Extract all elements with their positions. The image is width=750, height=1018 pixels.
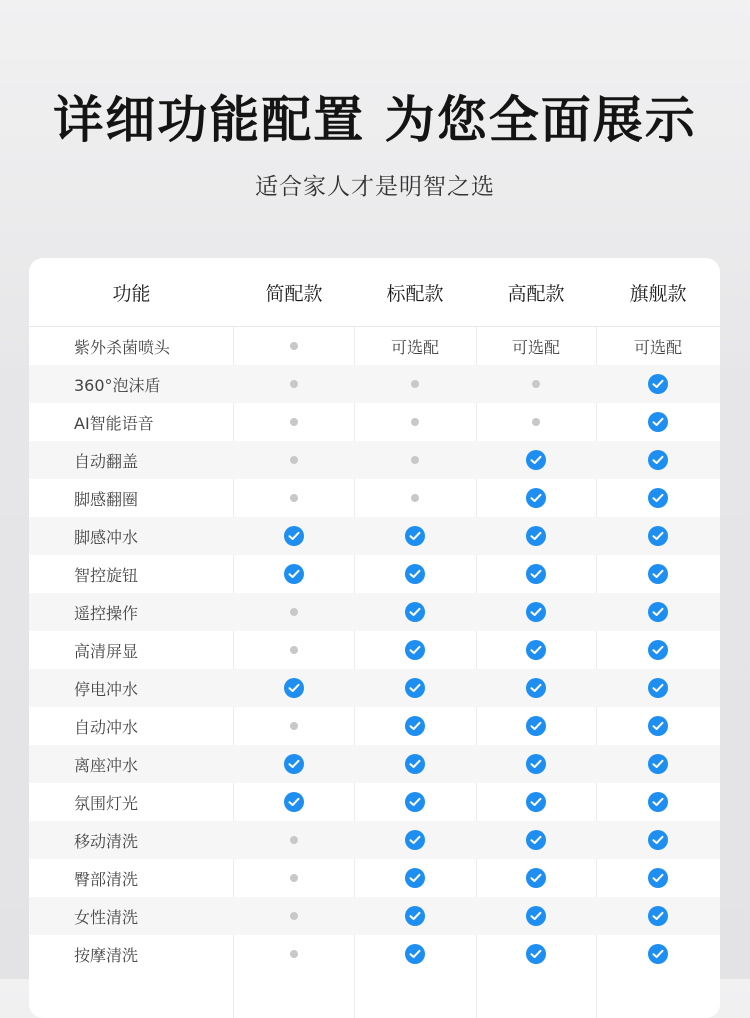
feature-label: 按摩清洗 <box>74 945 139 965</box>
checkmark-circle-icon <box>405 792 425 812</box>
cell-flagship-included <box>596 707 720 745</box>
cell-standard-included <box>354 935 476 973</box>
page-title: 详细功能配置 为您全面展示 <box>53 91 697 149</box>
checkmark-circle-icon <box>648 526 668 546</box>
checkmark-circle-icon <box>648 868 668 888</box>
feature-label: 氛围灯光 <box>74 793 139 813</box>
column-header-basic: 简配款 <box>265 282 323 305</box>
cell-basic-not-included <box>234 631 354 669</box>
checkmark-circle-icon <box>648 640 668 660</box>
cell-flagship-included <box>596 745 720 783</box>
cell-basic-not-included <box>234 821 354 859</box>
table-row <box>29 745 720 783</box>
cell-standard-not-included <box>354 403 476 441</box>
checkmark-circle-icon <box>648 906 668 926</box>
cell-standard-not-included <box>354 479 476 517</box>
cell-basic-not-included <box>234 935 354 973</box>
table-row <box>29 859 720 897</box>
column-header-standard: 标配款 <box>386 282 444 305</box>
dot-icon <box>290 912 298 920</box>
checkmark-circle-icon <box>648 564 668 584</box>
cell-premium-included <box>476 821 596 859</box>
checkmark-circle-icon <box>405 716 425 736</box>
checkmark-circle-icon <box>648 412 668 432</box>
cell-standard-optional: 可选配 <box>390 337 439 357</box>
table-row <box>29 707 720 745</box>
dot-icon <box>290 456 298 464</box>
column-header-premium: 高配款 <box>507 282 565 305</box>
checkmark-circle-icon <box>648 602 668 622</box>
checkmark-circle-icon <box>526 640 546 660</box>
feature-label: 紫外杀菌喷头 <box>74 337 171 357</box>
cell-basic-included <box>234 669 354 707</box>
page-subtitle: 适合家人才是明智之选 <box>255 174 495 200</box>
cell-premium-included <box>476 745 596 783</box>
cell-flagship-included <box>596 859 720 897</box>
feature-label: AI智能语音 <box>74 413 154 433</box>
checkmark-circle-icon <box>648 678 668 698</box>
cell-premium-included <box>476 593 596 631</box>
cell-premium-included <box>476 935 596 973</box>
column-header-flagship: 旗舰款 <box>629 282 687 305</box>
cell-basic-not-included <box>234 593 354 631</box>
checkmark-circle-icon <box>405 640 425 660</box>
cell-standard-included <box>354 517 476 555</box>
dot-icon <box>411 380 419 388</box>
cell-basic-not-included <box>234 859 354 897</box>
checkmark-circle-icon <box>648 830 668 850</box>
cell-premium-included <box>476 897 596 935</box>
dot-icon <box>290 874 298 882</box>
checkmark-circle-icon <box>405 944 425 964</box>
table-row <box>29 593 720 631</box>
feature-label: 360°泡沫盾 <box>74 375 161 395</box>
table-row <box>29 783 720 821</box>
cell-flagship-included <box>596 403 720 441</box>
cell-basic-not-included <box>234 365 354 403</box>
checkmark-circle-icon <box>284 678 304 698</box>
table-row <box>29 555 720 593</box>
cell-premium-included <box>476 479 596 517</box>
dot-icon <box>411 418 419 426</box>
table-row <box>29 327 720 365</box>
table-row <box>29 441 720 479</box>
checkmark-circle-icon <box>648 374 668 394</box>
cell-basic-included <box>234 517 354 555</box>
cell-premium-included <box>476 517 596 555</box>
checkmark-circle-icon <box>405 526 425 546</box>
cell-flagship-included <box>596 479 720 517</box>
feature-label: 离座冲水 <box>74 755 139 775</box>
cell-flagship-included <box>596 669 720 707</box>
cell-flagship-included <box>596 555 720 593</box>
checkmark-circle-icon <box>526 678 546 698</box>
cell-flagship-included <box>596 821 720 859</box>
table-row <box>29 669 720 707</box>
feature-label: 臀部清洗 <box>74 869 139 889</box>
cell-flagship-included <box>596 935 720 973</box>
column-header-feature: 功能 <box>112 282 151 305</box>
feature-label: 高清屏显 <box>74 641 139 661</box>
checkmark-circle-icon <box>284 754 304 774</box>
cell-standard-included <box>354 555 476 593</box>
cell-standard-included <box>354 897 476 935</box>
cell-premium-not-included <box>476 403 596 441</box>
cell-flagship-included <box>596 365 720 403</box>
cell-basic-not-included <box>234 327 354 365</box>
checkmark-circle-icon <box>526 602 546 622</box>
checkmark-circle-icon <box>648 716 668 736</box>
table-header-row <box>29 258 720 327</box>
cell-standard-included <box>354 631 476 669</box>
cell-standard-included <box>354 783 476 821</box>
cell-flagship-included <box>596 631 720 669</box>
cell-basic-not-included <box>234 479 354 517</box>
cell-basic-not-included <box>234 403 354 441</box>
checkmark-circle-icon <box>405 868 425 888</box>
checkmark-circle-icon <box>526 450 546 470</box>
dot-icon <box>290 836 298 844</box>
table-row <box>29 479 720 517</box>
checkmark-circle-icon <box>284 526 304 546</box>
comparison-table <box>29 258 720 1018</box>
cell-standard-included <box>354 593 476 631</box>
dot-icon <box>290 646 298 654</box>
cell-premium-not-included <box>476 365 596 403</box>
dot-icon <box>411 494 419 502</box>
dot-icon <box>532 380 540 388</box>
checkmark-circle-icon <box>648 450 668 470</box>
cell-premium-included <box>476 783 596 821</box>
table-row <box>29 821 720 859</box>
checkmark-circle-icon <box>526 564 546 584</box>
checkmark-circle-icon <box>526 754 546 774</box>
cell-flagship-included <box>596 783 720 821</box>
cell-basic-not-included <box>234 897 354 935</box>
cell-premium-included <box>476 707 596 745</box>
checkmark-circle-icon <box>405 830 425 850</box>
checkmark-circle-icon <box>648 792 668 812</box>
table-row <box>29 517 720 555</box>
cell-flagship-optional: 可选配 <box>633 337 682 357</box>
cell-standard-not-included <box>354 365 476 403</box>
dot-icon <box>290 418 298 426</box>
feature-label: 停电冲水 <box>74 679 139 699</box>
cell-basic-included <box>234 555 354 593</box>
cell-basic-included <box>234 783 354 821</box>
dot-icon <box>290 342 298 350</box>
cell-basic-not-included <box>234 441 354 479</box>
checkmark-circle-icon <box>405 678 425 698</box>
cell-basic-not-included <box>234 707 354 745</box>
checkmark-circle-icon <box>405 754 425 774</box>
dot-icon <box>290 722 298 730</box>
checkmark-circle-icon <box>648 944 668 964</box>
feature-label: 脚感冲水 <box>74 527 139 547</box>
feature-label: 移动清洗 <box>74 831 139 851</box>
table-row <box>29 403 720 441</box>
cell-flagship-included <box>596 441 720 479</box>
checkmark-circle-icon <box>526 830 546 850</box>
checkmark-circle-icon <box>284 792 304 812</box>
table-row <box>29 631 720 669</box>
cell-premium-included <box>476 859 596 897</box>
cell-standard-included <box>354 821 476 859</box>
cell-premium-optional: 可选配 <box>511 337 560 357</box>
feature-label: 女性清洗 <box>74 907 139 927</box>
checkmark-circle-icon <box>526 716 546 736</box>
cell-premium-included <box>476 555 596 593</box>
cell-flagship-included <box>596 897 720 935</box>
table-row <box>29 365 720 403</box>
checkmark-circle-icon <box>648 754 668 774</box>
cell-flagship-included <box>596 517 720 555</box>
cell-premium-included <box>476 631 596 669</box>
cell-flagship-included <box>596 593 720 631</box>
cell-standard-included <box>354 707 476 745</box>
dot-icon <box>290 494 298 502</box>
table-row <box>29 935 720 973</box>
table-row <box>29 897 720 935</box>
checkmark-circle-icon <box>284 564 304 584</box>
cell-standard-included <box>354 859 476 897</box>
feature-label: 脚感翻圈 <box>74 489 139 509</box>
checkmark-circle-icon <box>405 564 425 584</box>
feature-label: 遥控操作 <box>74 603 139 623</box>
feature-label: 智控旋钮 <box>74 565 139 585</box>
cell-basic-included <box>234 745 354 783</box>
dot-icon <box>290 950 298 958</box>
checkmark-circle-icon <box>526 488 546 508</box>
checkmark-circle-icon <box>526 792 546 812</box>
cell-standard-included <box>354 745 476 783</box>
feature-label: 自动翻盖 <box>74 451 139 471</box>
cell-standard-included <box>354 669 476 707</box>
checkmark-circle-icon <box>526 906 546 926</box>
checkmark-circle-icon <box>526 944 546 964</box>
dot-icon <box>411 456 419 464</box>
dot-icon <box>290 608 298 616</box>
checkmark-circle-icon <box>405 906 425 926</box>
dot-icon <box>290 380 298 388</box>
cell-standard-not-included <box>354 441 476 479</box>
checkmark-circle-icon <box>648 488 668 508</box>
dot-icon <box>532 418 540 426</box>
cell-premium-included <box>476 441 596 479</box>
table-body <box>29 327 720 973</box>
checkmark-circle-icon <box>405 602 425 622</box>
feature-label: 自动冲水 <box>74 717 139 737</box>
cell-premium-included <box>476 669 596 707</box>
checkmark-circle-icon <box>526 868 546 888</box>
checkmark-circle-icon <box>526 526 546 546</box>
